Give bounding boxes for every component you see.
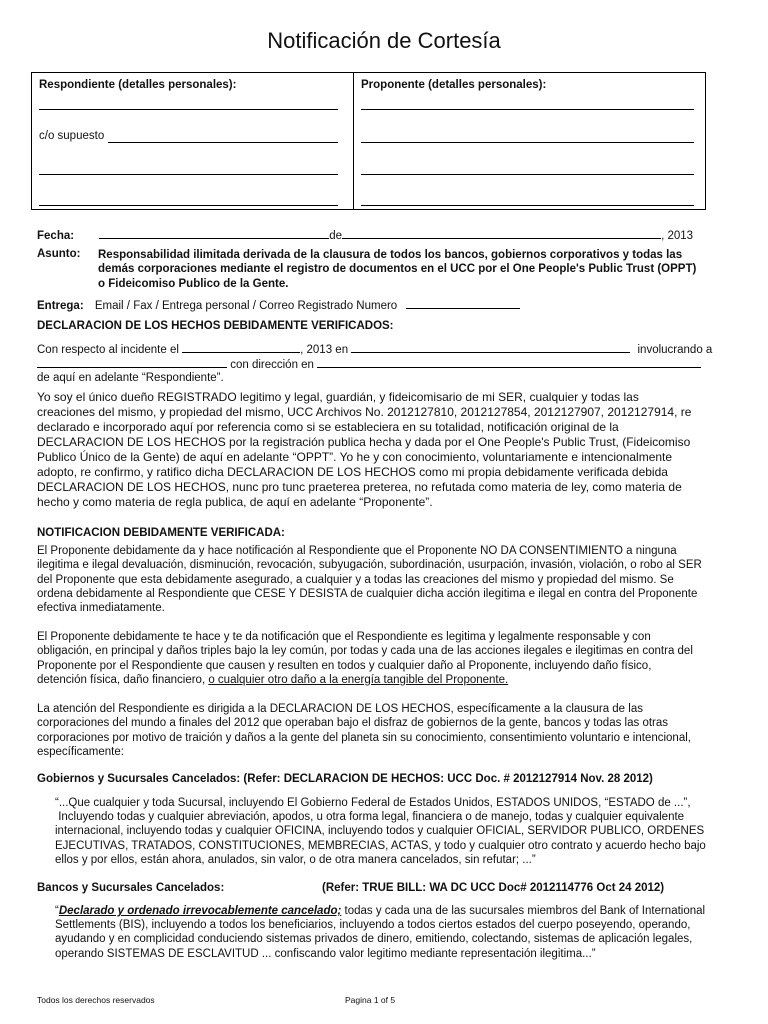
respondiente-line-1[interactable] [39, 109, 338, 110]
fecha-row [37, 228, 737, 242]
proponente-line-4[interactable] [361, 205, 694, 206]
text-line: El Proponente debidamente te hace y te da notificación que el Respondiente es legitima y legalmente responsable y con [37, 631, 651, 643]
asunto-label: Asunto: [37, 248, 81, 260]
text-line: ilegitima e ilegal devaluación, disminución, revocación, subyugación, subordinación, usurpación, invasión, violación, o robo al SER [37, 559, 702, 572]
text-line: DECLARACION DE LOS HECHOS por la registración publica hecha y dada por el One People's Public Trust, (Fideicomiso [37, 435, 691, 449]
page-title: Notificación de Cortesía [267, 28, 501, 53]
text-line: Incluyendo todas y cualquier abreviación, apodos, u otra forma legal, financiera o de manejo, todas y cualquier equivalente [55, 811, 685, 824]
proponente-line-1[interactable] [361, 109, 694, 110]
text-line: Proponente por el Respondiente que causen y resulten en todos y cualquier daño al Proponente, incluyendo daño físico, [37, 659, 652, 672]
proponente-line-3[interactable] [361, 174, 694, 175]
fecha-year: , 2013 [661, 230, 694, 242]
fecha-day-field[interactable] [99, 228, 329, 239]
emphasized-text: Declarado y ordenado irrevocablemente cancelado; [58, 905, 342, 917]
text-line: EJECUTIVAS, TRATADOS, CONSTITUCIONES, MEMBRECIAS, ACTAS, y todo y cualquier otro contrato y acuerdo hecho bajo [55, 839, 706, 852]
incidente-text: con dirección en [230, 359, 314, 371]
proponente-line-2[interactable] [361, 142, 694, 143]
text-fragment: “ [55, 905, 59, 917]
text-line: “...Que cualquier y toda Sucursal, incluyendo El Gobierno Federal de Estados Unidos, ESTADOS UNIDOS, “ESTADO de ...”, [55, 797, 691, 809]
incidente-row-2 [37, 357, 737, 371]
incidente-text: involucrando a [637, 344, 713, 356]
text-line: ordena debidamente al Respondiente que CESE Y DESISTA de cualquier dicha acción ilegitima e ilegal en contra del Proponente [37, 587, 698, 600]
text-line: ellos y por ellos, están ahora, anulados, sin valor, o de otra manera cancelados, sin refutar; ...” [55, 853, 536, 866]
text-line: específicamente: [37, 745, 124, 758]
text-line [55, 904, 731, 918]
yo-soy-paragraph [37, 390, 727, 510]
fecha-month-field[interactable] [342, 228, 661, 239]
text-line: El Proponente debidamente da y hace notificación al Respondiente que el Proponente NO DA CONSENTIMIENTO a ninguna [37, 545, 677, 557]
proponente-column [354, 73, 704, 209]
text-line: adopto, re confirmo, y ratifico dicha DECLARACION DE LOS HECHOS como mi propia debidamente verificada debida [37, 465, 668, 479]
text-line: corporaciones por motivo de traición y daños a la gente del planeta sin su conocimiento, consentimiento voluntario e intencional, [37, 731, 691, 744]
footer-page-number: Pagina 1 of 5 [345, 995, 396, 1005]
text-line: ayudando y en complicidad conduciendo sistemas privados de dinero, emitiendo, colectando, sistemas de aplicación legales, [55, 933, 693, 946]
co-supuesto-label: c/o supuesto [39, 130, 105, 142]
incidente-place-field[interactable] [351, 342, 630, 353]
text-line: del Proponente que esta debidamente asegurado, a cualquier y a todas las creaciones del mismo y propiedad del mismo. Se [37, 573, 674, 586]
underlined-text: o cualquier otro daño a la energía tangible del Proponente. [208, 673, 509, 686]
co-supuesto-line[interactable] [108, 142, 338, 143]
text-line: internacional, incluyendo todas y cualquier OFICINA, incluyendo todos y cualquier OFICIAL, SERVIDOR PUBLICO, ORDENES [55, 825, 705, 838]
incidente-text: , 2013 en [300, 344, 349, 356]
incidente-row-1 [37, 342, 737, 356]
text-line: Publico Único de la Gente) de aquí en adelante “OPPT”. Yo he y con conocimiento, voluntariamente e intencionalmente [37, 450, 673, 464]
text-line: Yo soy el único dueño REGISTRADO legitimo y legal, guardián, y fideicomisario de mi SER, cualquier y todas las [37, 390, 639, 404]
text-fragment: detención física, daño financiero, [37, 673, 209, 686]
notificacion-heading: NOTIFICACION DEBIDAMENTE VERIFICADA: [37, 527, 285, 539]
text-line: corporaciones del mundo a finales del 2012 que operaban bajo el disfraz de gobiernos de la gente, bancos y todas las otras [37, 717, 669, 730]
proponente-header: Proponente (detalles personales): [361, 79, 547, 91]
respondiente-column [32, 73, 354, 209]
entrega-text: Email / Fax / Entrega personal / Correo Registrado Numero [94, 300, 398, 312]
respondiente-header: Respondiente (detalles personales): [39, 79, 237, 91]
respondiente-line-2[interactable] [39, 174, 338, 175]
bancos-heading-title: Bancos y Sucursales Cancelados: [37, 882, 225, 894]
asunto-line: Responsabilidad ilimitada derivada de la clausura de todos los bancos, gobiernos corporativos y todas las [98, 249, 683, 261]
details-box [31, 72, 706, 210]
text-line: hecho y como materia de regla publica, de aquí en adelante “Proponente”. [37, 495, 433, 509]
bancos-heading-ref: (Refer: TRUE BILL: WA DC UCC Doc# 2012114776 Oct 24 2012) [322, 882, 665, 894]
asunto-line: demás corporaciones mediante el registro de documentos en el UCC por el One People's Public Trust (OPPT) [98, 263, 697, 276]
direccion-field[interactable] [317, 357, 701, 368]
text-line: efectiva inmediatamente. [37, 602, 165, 615]
incidente-row-3: de aquí en adelante “Respondiente”. [37, 372, 224, 384]
text-fragment: todas y cada una de las sucursales miembros del Bank of International [341, 905, 706, 917]
involucrando-field[interactable] [37, 357, 227, 368]
text-line: operando SISTEMAS DE ESCLAVITUD ... confiscando valor legitimo mediante representación ilegitima...” [55, 947, 596, 960]
registro-numero-field[interactable] [406, 298, 520, 309]
declaracion-heading: DECLARACION DE LOS HECHOS DEBIDAMENTE VERIFICADOS: [37, 320, 394, 332]
text-line: DECLARACION DE LOS HECHOS, nunc pro tunc praeterea preterea, no refutada como materia de ley, como materia de [37, 480, 682, 494]
paragraph-responsable [37, 630, 727, 687]
respondiente-line-3[interactable] [39, 205, 338, 206]
paragraph-atencion [37, 702, 727, 759]
footer-rights: Todos los derechos reservados [37, 995, 155, 1005]
entrega-label: Entrega: [37, 300, 84, 312]
text-line: obligación, en principal y daños triples bajo la ley común, por todas y cada una de las acciones ilegales e ilegitimas en contra del [37, 645, 693, 658]
fecha-de-text: de [329, 230, 343, 242]
asunto-text [98, 248, 738, 291]
fecha-label: Fecha: [37, 230, 75, 242]
bancos-quote [55, 904, 731, 961]
incidente-date-field[interactable] [182, 342, 300, 353]
entrega-row [37, 298, 737, 312]
text-line: Settlements (BIS), incluyendo a todos los beneficiarios, incluyendo a todos ciertos estados del cuerpo poseyendo, operando, [55, 919, 691, 932]
text-line: creaciones del mismo, y propiedad del mismo, UCC Archivos No. 2012127810, 2012127854, 2012127907, 2012127914, re [37, 405, 692, 419]
asunto-line: o Fideicomiso Publico de la Gente. [98, 277, 289, 290]
paragraph-no-consentimiento [37, 544, 727, 615]
text-line: La atención del Respondiente es dirigida a la DECLARACION DE LOS HECHOS, específicamente a la clausura de las [37, 703, 643, 715]
gobiernos-quote [55, 796, 731, 867]
incidente-text: Con respecto al incidente el [37, 344, 179, 356]
text-line [37, 673, 727, 687]
gobiernos-heading: Gobiernos y Sucursales Cancelados: (Refer: DECLARACION DE HECHOS: UCC Doc. # 2012127914 Nov. 28 2012) [37, 773, 653, 785]
text-line: declarado e incorporado aquí por referencia como si se estableciera en su totalidad, notificación original de la [37, 420, 619, 434]
